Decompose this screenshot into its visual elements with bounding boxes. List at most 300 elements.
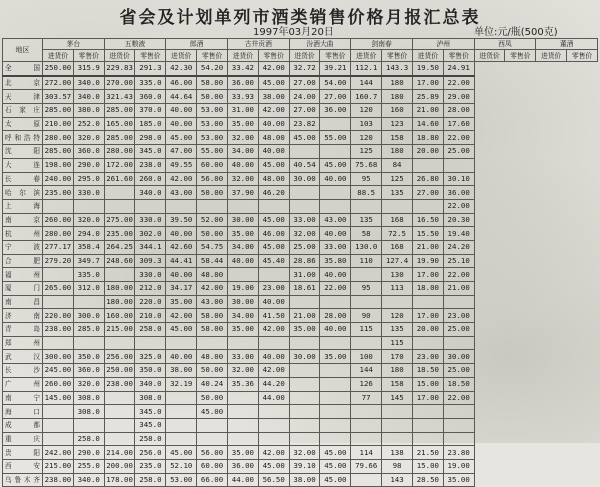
purchase-price-header: 进货价 bbox=[412, 50, 443, 62]
retail-price-cell bbox=[443, 158, 474, 172]
purchase-price-cell: 18.50 bbox=[412, 364, 443, 378]
retail-price-cell: 45.00 bbox=[258, 459, 289, 473]
retail-price-cell: 309.3 bbox=[135, 254, 166, 268]
retail-price-cell: 60.00 bbox=[197, 459, 228, 473]
region-cell: 沈阳 bbox=[3, 145, 43, 159]
retail-price-cell: 212.0 bbox=[135, 282, 166, 296]
region-cell: 南京 bbox=[3, 213, 43, 227]
purchase-price-cell: 45.00 bbox=[166, 131, 197, 145]
retail-price-cell: 55.00 bbox=[197, 145, 228, 159]
purchase-price-cell: 125 bbox=[351, 145, 382, 159]
purchase-price-cell: 14.60 bbox=[412, 117, 443, 131]
purchase-price-cell: 178.00 bbox=[104, 473, 135, 487]
purchase-price-cell bbox=[412, 295, 443, 309]
purchase-price-cell: 17.00 bbox=[412, 391, 443, 405]
retail-price-cell: 330.0 bbox=[135, 268, 166, 282]
retail-price-cell: 22.00 bbox=[443, 391, 474, 405]
retail-price-cell: 30.10 bbox=[443, 172, 474, 186]
purchase-price-cell: 115 bbox=[351, 323, 382, 337]
retail-price-cell: 358.4 bbox=[73, 240, 104, 254]
purchase-price-cell: 32.00 bbox=[289, 227, 320, 241]
purchase-price-cell: 88.5 bbox=[351, 186, 382, 200]
table-row bbox=[3, 131, 598, 145]
purchase-price-cell: 34.00 bbox=[227, 240, 258, 254]
purchase-price-cell: 35.00 bbox=[227, 323, 258, 337]
table-row bbox=[3, 76, 598, 90]
purchase-price-cell: 43.00 bbox=[166, 186, 197, 200]
purchase-price-cell: 27.00 bbox=[289, 76, 320, 90]
retail-price-cell: 135 bbox=[382, 186, 413, 200]
purchase-price-cell bbox=[43, 199, 74, 213]
purchase-price-cell: 215.00 bbox=[104, 323, 135, 337]
purchase-price-cell: 21.00 bbox=[412, 104, 443, 118]
purchase-price-cell: 38.00 bbox=[166, 364, 197, 378]
retail-price-cell: 143 bbox=[382, 473, 413, 487]
retail-price-cell: 340.0 bbox=[135, 377, 166, 391]
purchase-price-cell: 303.57 bbox=[43, 90, 74, 104]
retail-price-cell bbox=[443, 432, 474, 446]
purchase-price-cell bbox=[289, 295, 320, 309]
purchase-price-cell: 18.80 bbox=[412, 131, 443, 145]
retail-price-cell: 23.00 bbox=[443, 309, 474, 323]
purchase-price-cell: 145.00 bbox=[43, 391, 74, 405]
purchase-price-cell: 28.50 bbox=[412, 473, 443, 487]
retail-price-cell: 48.00 bbox=[258, 131, 289, 145]
purchase-price-cell: 35.00 bbox=[227, 117, 258, 131]
region-cell: 乌鲁木齐 bbox=[3, 473, 43, 487]
purchase-price-cell: 95 bbox=[351, 172, 382, 186]
purchase-price-cell: 160.7 bbox=[351, 90, 382, 104]
retail-price-cell bbox=[320, 405, 351, 419]
purchase-price-cell: 18.61 bbox=[289, 282, 320, 296]
retail-price-cell: 238.0 bbox=[135, 158, 166, 172]
purchase-price-cell bbox=[289, 186, 320, 200]
table-row bbox=[3, 240, 598, 254]
retail-price-cell: 180 bbox=[382, 76, 413, 90]
retail-price-cell bbox=[320, 336, 351, 350]
retail-price-cell: 350.0 bbox=[135, 364, 166, 378]
table-row bbox=[3, 117, 598, 131]
purchase-price-cell: 277.17 bbox=[43, 240, 74, 254]
retail-price-cell: 24.91 bbox=[443, 62, 474, 76]
retail-price-cell: 130 bbox=[382, 268, 413, 282]
retail-price-cell: 45.00 bbox=[320, 446, 351, 460]
purchase-price-cell: 32.00 bbox=[227, 172, 258, 186]
region-cell: 海口 bbox=[3, 405, 43, 419]
retail-price-cell bbox=[135, 199, 166, 213]
purchase-price-cell bbox=[412, 432, 443, 446]
retail-price-cell bbox=[382, 199, 413, 213]
retail-price-cell: 41.50 bbox=[258, 309, 289, 323]
retail-price-cell: 115 bbox=[382, 336, 413, 350]
retail-price-cell: 54.75 bbox=[197, 240, 228, 254]
purchase-price-cell: 264.25 bbox=[104, 240, 135, 254]
purchase-price-cell: 32.00 bbox=[227, 364, 258, 378]
purchase-price-cell bbox=[104, 268, 135, 282]
retail-price-cell: 43.00 bbox=[197, 295, 228, 309]
purchase-price-cell: 21.50 bbox=[412, 446, 443, 460]
retail-price-cell: 320.0 bbox=[73, 213, 104, 227]
purchase-price-cell bbox=[104, 418, 135, 432]
region-cell: 南宁 bbox=[3, 391, 43, 405]
brand-header: 董酒 bbox=[536, 39, 598, 50]
purchase-price-cell: 321.43 bbox=[104, 90, 135, 104]
purchase-price-header: 进货价 bbox=[104, 50, 135, 62]
retail-price-cell: 45.00 bbox=[258, 158, 289, 172]
retail-price-cell: 160 bbox=[382, 104, 413, 118]
purchase-price-cell: 260.00 bbox=[43, 377, 74, 391]
purchase-price-header: 进货价 bbox=[536, 50, 567, 62]
purchase-price-cell bbox=[166, 391, 197, 405]
brand-header: 古井贡酒 bbox=[227, 39, 289, 50]
region-cell: 长春 bbox=[3, 172, 43, 186]
purchase-price-cell: 44.41 bbox=[166, 254, 197, 268]
retail-price-cell bbox=[258, 432, 289, 446]
purchase-price-cell: 75.68 bbox=[351, 158, 382, 172]
national-average-row bbox=[3, 62, 598, 76]
purchase-price-cell: 36.00 bbox=[227, 76, 258, 90]
purchase-price-cell: 90 bbox=[351, 309, 382, 323]
retail-price-cell: 23.80 bbox=[443, 446, 474, 460]
region-cell: 长沙 bbox=[3, 364, 43, 378]
purchase-price-cell: 285.00 bbox=[43, 145, 74, 159]
purchase-price-cell: 30.00 bbox=[289, 350, 320, 364]
retail-price-cell: 180 bbox=[382, 145, 413, 159]
retail-price-cell bbox=[258, 418, 289, 432]
retail-price-cell: 258.0 bbox=[135, 323, 166, 337]
retail-price-cell: 335.0 bbox=[135, 76, 166, 90]
retail-price-cell: 40.00 bbox=[320, 268, 351, 282]
region-cell: 杭州 bbox=[3, 227, 43, 241]
purchase-price-cell bbox=[289, 432, 320, 446]
region-cell: 西安 bbox=[3, 459, 43, 473]
retail-price-cell: 330.0 bbox=[73, 186, 104, 200]
purchase-price-cell: 120 bbox=[351, 131, 382, 145]
retail-price-cell bbox=[320, 418, 351, 432]
retail-price-cell: 290.0 bbox=[73, 158, 104, 172]
purchase-price-cell: 23.82 bbox=[289, 117, 320, 131]
region-cell: 郑州 bbox=[3, 336, 43, 350]
purchase-price-cell: 100 bbox=[351, 350, 382, 364]
purchase-price-cell bbox=[227, 432, 258, 446]
purchase-price-cell: 44.64 bbox=[166, 90, 197, 104]
purchase-price-cell: 37.90 bbox=[227, 186, 258, 200]
retail-price-cell: 298.0 bbox=[135, 131, 166, 145]
retail-price-cell bbox=[320, 199, 351, 213]
purchase-price-cell: 214.00 bbox=[104, 446, 135, 460]
purchase-price-cell: 229.83 bbox=[104, 62, 135, 76]
table-row bbox=[3, 172, 598, 186]
retail-price-cell: 220.0 bbox=[135, 295, 166, 309]
purchase-price-cell: 77 bbox=[351, 391, 382, 405]
retail-price-cell: 143.3 bbox=[382, 62, 413, 76]
purchase-price-cell: 261.60 bbox=[104, 172, 135, 186]
retail-price-cell: 300.0 bbox=[73, 309, 104, 323]
retail-price-cell: 19.40 bbox=[443, 227, 474, 241]
retail-price-cell: 320.0 bbox=[73, 377, 104, 391]
retail-price-cell: 29.00 bbox=[443, 90, 474, 104]
price-table bbox=[2, 38, 598, 487]
purchase-price-cell bbox=[351, 418, 382, 432]
purchase-price-cell bbox=[227, 199, 258, 213]
purchase-price-cell: 42.60 bbox=[166, 240, 197, 254]
purchase-price-cell: 275.00 bbox=[104, 213, 135, 227]
purchase-price-cell bbox=[227, 418, 258, 432]
retail-price-cell: 56.50 bbox=[258, 473, 289, 487]
retail-price-cell: 45.00 bbox=[258, 76, 289, 90]
purchase-price-cell: 47.00 bbox=[166, 145, 197, 159]
purchase-price-cell: 40.00 bbox=[166, 268, 197, 282]
purchase-price-cell: 49.55 bbox=[166, 158, 197, 172]
purchase-price-header: 进货价 bbox=[227, 50, 258, 62]
retail-price-cell bbox=[197, 336, 228, 350]
retail-price-cell: 340.0 bbox=[135, 186, 166, 200]
retail-price-cell: 291.3 bbox=[135, 62, 166, 76]
retail-price-cell: 55.00 bbox=[320, 131, 351, 145]
purchase-price-cell: 27.00 bbox=[412, 186, 443, 200]
retail-price-cell: 40.00 bbox=[320, 323, 351, 337]
purchase-price-cell bbox=[166, 199, 197, 213]
purchase-price-cell: 144 bbox=[351, 364, 382, 378]
retail-price-cell: 320.0 bbox=[73, 131, 104, 145]
table-row bbox=[3, 391, 598, 405]
retail-price-header: 零售价 bbox=[73, 50, 104, 62]
purchase-price-cell: 235.00 bbox=[104, 227, 135, 241]
purchase-price-cell: 280.00 bbox=[43, 227, 74, 241]
retail-price-cell: 35.00 bbox=[443, 473, 474, 487]
purchase-price-cell: 35.00 bbox=[166, 295, 197, 309]
brand-header: 剑南春 bbox=[351, 39, 413, 50]
table-row bbox=[3, 186, 598, 200]
unit-label: 单位:元/瓶(500克) bbox=[474, 27, 558, 38]
brand-header: 郎酒 bbox=[166, 39, 228, 50]
purchase-price-cell bbox=[351, 432, 382, 446]
retail-price-cell: 325.0 bbox=[135, 350, 166, 364]
retail-price-cell: 28.00 bbox=[443, 104, 474, 118]
purchase-price-cell: 32.72 bbox=[289, 62, 320, 76]
purchase-price-cell: 18.00 bbox=[412, 282, 443, 296]
purchase-price-cell bbox=[227, 391, 258, 405]
brand-header: 西凤 bbox=[474, 39, 536, 50]
retail-price-cell bbox=[258, 268, 289, 282]
retail-price-cell bbox=[443, 336, 474, 350]
purchase-price-cell: 19.90 bbox=[412, 254, 443, 268]
retail-price-cell bbox=[382, 405, 413, 419]
retail-price-cell: 40.00 bbox=[258, 350, 289, 364]
purchase-price-cell bbox=[104, 186, 135, 200]
retail-price-header: 零售价 bbox=[505, 50, 536, 62]
retail-price-cell: 335.0 bbox=[73, 268, 104, 282]
retail-price-cell: 52.00 bbox=[197, 213, 228, 227]
purchase-price-cell: 34.00 bbox=[227, 309, 258, 323]
purchase-price-cell bbox=[104, 391, 135, 405]
purchase-price-cell: 21.00 bbox=[412, 240, 443, 254]
purchase-price-cell: 279.20 bbox=[43, 254, 74, 268]
retail-price-cell bbox=[320, 432, 351, 446]
table-row bbox=[3, 418, 598, 432]
retail-price-header: 零售价 bbox=[320, 50, 351, 62]
purchase-price-cell: 19.50 bbox=[412, 62, 443, 76]
retail-price-cell: 360.0 bbox=[73, 364, 104, 378]
purchase-price-cell: 24.00 bbox=[289, 90, 320, 104]
retail-price-cell: 25.00 bbox=[443, 364, 474, 378]
retail-price-cell bbox=[320, 145, 351, 159]
retail-price-cell bbox=[73, 295, 104, 309]
retail-price-cell bbox=[197, 418, 228, 432]
purchase-price-cell bbox=[351, 199, 382, 213]
retail-price-cell: 145 bbox=[382, 391, 413, 405]
purchase-price-cell: 15.00 bbox=[412, 459, 443, 473]
table-row bbox=[3, 446, 598, 460]
purchase-price-cell: 126 bbox=[351, 377, 382, 391]
table-row bbox=[3, 104, 598, 118]
retail-price-cell: 40.24 bbox=[197, 377, 228, 391]
retail-price-cell: 45.40 bbox=[258, 254, 289, 268]
retail-price-cell: 20.30 bbox=[443, 213, 474, 227]
retail-price-cell: 120 bbox=[382, 309, 413, 323]
retail-price-cell: 33.00 bbox=[320, 240, 351, 254]
region-cell: 济南 bbox=[3, 309, 43, 323]
retail-price-cell: 258.0 bbox=[73, 432, 104, 446]
purchase-price-header: 进货价 bbox=[351, 50, 382, 62]
purchase-price-cell: 238.00 bbox=[43, 473, 74, 487]
purchase-price-cell: 120 bbox=[351, 104, 382, 118]
retail-price-cell: 22.00 bbox=[320, 282, 351, 296]
table-row bbox=[3, 323, 598, 337]
purchase-price-cell: 33.00 bbox=[227, 350, 258, 364]
purchase-price-cell: 31.00 bbox=[289, 268, 320, 282]
retail-price-cell: 210.0 bbox=[135, 309, 166, 323]
purchase-price-cell: 250.00 bbox=[43, 62, 74, 76]
purchase-price-cell bbox=[104, 336, 135, 350]
table-row bbox=[3, 227, 598, 241]
retail-price-cell: 45.00 bbox=[258, 240, 289, 254]
purchase-price-header: 进货价 bbox=[474, 50, 505, 62]
retail-price-cell: 35.80 bbox=[320, 254, 351, 268]
table-header bbox=[3, 39, 598, 62]
purchase-price-cell: 95 bbox=[351, 282, 382, 296]
retail-price-cell: 18.50 bbox=[443, 377, 474, 391]
purchase-price-cell: 45.00 bbox=[289, 131, 320, 145]
retail-price-cell: 308.0 bbox=[73, 405, 104, 419]
purchase-price-cell bbox=[227, 405, 258, 419]
purchase-price-cell: 144 bbox=[351, 76, 382, 90]
retail-price-cell: 360.0 bbox=[73, 145, 104, 159]
retail-price-cell: 294.0 bbox=[73, 227, 104, 241]
purchase-price-cell bbox=[412, 336, 443, 350]
region-cell: 哈尔滨 bbox=[3, 186, 43, 200]
retail-price-cell: 58.44 bbox=[197, 254, 228, 268]
purchase-price-cell: 31.00 bbox=[227, 104, 258, 118]
retail-price-cell: 19.00 bbox=[443, 459, 474, 473]
purchase-price-cell: 38.00 bbox=[289, 473, 320, 487]
brand-header: 汾酒大曲 bbox=[289, 39, 351, 50]
retail-price-cell: 345.0 bbox=[135, 405, 166, 419]
retail-price-cell bbox=[197, 199, 228, 213]
purchase-price-cell: 15.00 bbox=[412, 377, 443, 391]
retail-price-cell bbox=[73, 199, 104, 213]
retail-price-cell: 350.0 bbox=[73, 350, 104, 364]
retail-price-cell: 25.10 bbox=[443, 254, 474, 268]
retail-price-cell: 44.00 bbox=[258, 391, 289, 405]
retail-price-cell: 66.00 bbox=[197, 473, 228, 487]
purchase-price-cell: 33.00 bbox=[289, 213, 320, 227]
purchase-price-cell: 220.00 bbox=[43, 309, 74, 323]
purchase-price-cell bbox=[166, 405, 197, 419]
retail-price-cell: 50.00 bbox=[197, 364, 228, 378]
retail-price-cell bbox=[135, 336, 166, 350]
purchase-price-cell: 16.50 bbox=[412, 213, 443, 227]
purchase-price-cell: 248.60 bbox=[104, 254, 135, 268]
purchase-price-cell: 23.00 bbox=[412, 350, 443, 364]
purchase-price-cell: 45.00 bbox=[166, 323, 197, 337]
purchase-price-cell: 256.00 bbox=[104, 350, 135, 364]
retail-price-cell bbox=[320, 391, 351, 405]
table-row bbox=[3, 199, 598, 213]
retail-price-cell: 36.00 bbox=[443, 186, 474, 200]
retail-price-cell: 50.00 bbox=[197, 90, 228, 104]
purchase-price-cell: 198.00 bbox=[43, 158, 74, 172]
retail-price-cell: 22.00 bbox=[443, 268, 474, 282]
table-row bbox=[3, 350, 598, 364]
retail-price-cell: 256.0 bbox=[135, 446, 166, 460]
purchase-price-header: 进货价 bbox=[289, 50, 320, 62]
retail-price-cell: 125 bbox=[382, 172, 413, 186]
purchase-price-cell bbox=[43, 268, 74, 282]
purchase-price-cell bbox=[351, 473, 382, 487]
region-cell: 太原 bbox=[3, 117, 43, 131]
retail-price-cell: 22.00 bbox=[443, 76, 474, 90]
retail-price-cell: 21.00 bbox=[443, 282, 474, 296]
retail-price-cell: 370.0 bbox=[135, 104, 166, 118]
retail-price-cell: 38.00 bbox=[258, 90, 289, 104]
retail-price-cell: 58.00 bbox=[197, 323, 228, 337]
purchase-price-cell: 33.42 bbox=[227, 62, 258, 76]
retail-price-cell: 40.00 bbox=[258, 145, 289, 159]
retail-price-cell: 36.00 bbox=[320, 104, 351, 118]
retail-price-cell: 40.00 bbox=[320, 227, 351, 241]
retail-price-header: 零售价 bbox=[443, 50, 474, 62]
purchase-price-cell: 79.66 bbox=[351, 459, 382, 473]
retail-price-cell: 42.00 bbox=[258, 323, 289, 337]
retail-price-header: 零售价 bbox=[258, 50, 289, 62]
retail-price-cell: 48.00 bbox=[258, 172, 289, 186]
region-cell: 石家庄 bbox=[3, 104, 43, 118]
region-cell: 南昌 bbox=[3, 295, 43, 309]
purchase-price-cell: 245.00 bbox=[43, 364, 74, 378]
region-cell: 大连 bbox=[3, 158, 43, 172]
retail-price-cell: 235.0 bbox=[135, 459, 166, 473]
table-row bbox=[3, 282, 598, 296]
purchase-price-cell: 110 bbox=[351, 254, 382, 268]
purchase-price-cell: 53.00 bbox=[166, 473, 197, 487]
purchase-price-cell: 45.00 bbox=[166, 446, 197, 460]
purchase-price-cell: 26.80 bbox=[412, 172, 443, 186]
retail-price-cell: 45.00 bbox=[197, 405, 228, 419]
table-row bbox=[3, 145, 598, 159]
purchase-price-cell: 180.00 bbox=[104, 282, 135, 296]
retail-price-cell bbox=[73, 336, 104, 350]
retail-price-cell: 308.0 bbox=[135, 391, 166, 405]
retail-price-cell: 168 bbox=[382, 240, 413, 254]
purchase-price-cell: 165.00 bbox=[104, 117, 135, 131]
retail-price-cell: 258.0 bbox=[135, 432, 166, 446]
purchase-price-cell: 300.00 bbox=[43, 350, 74, 364]
retail-price-cell: 138 bbox=[382, 446, 413, 460]
report-date: 1997年03月20日 bbox=[253, 27, 334, 38]
retail-price-cell: 45.00 bbox=[258, 213, 289, 227]
purchase-price-cell: 25.00 bbox=[289, 240, 320, 254]
